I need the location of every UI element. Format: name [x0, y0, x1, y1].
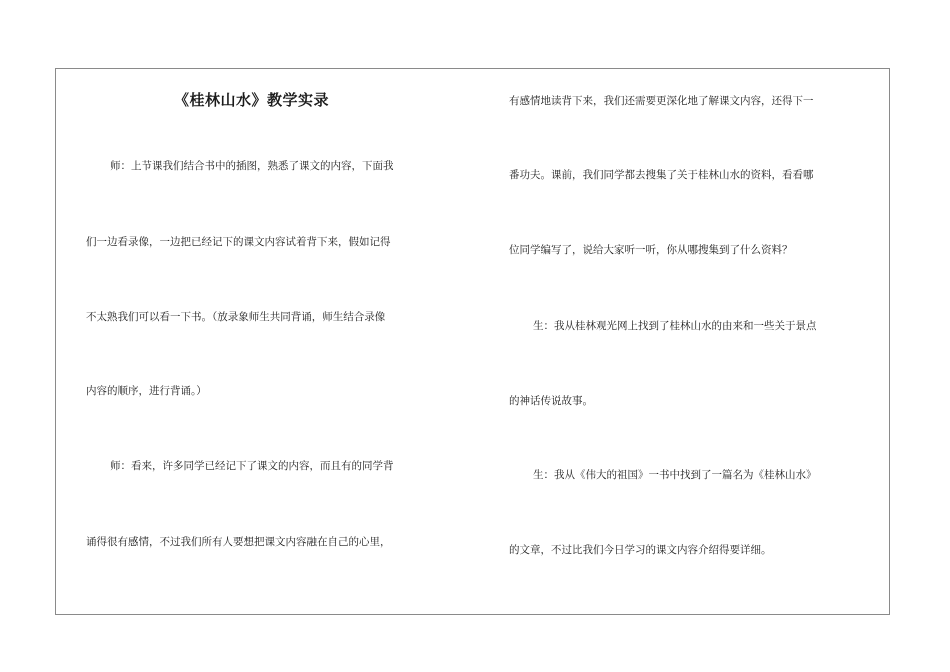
document-title: 《桂林山水》教学实录 — [173, 91, 329, 109]
text-line: 诵得很有感情，不过我们所有人要想把课文内容融在自己的心里， — [86, 536, 391, 548]
text-line: 有感情地读背下来，我们还需要更深化地了解课文内容，还得下一 — [509, 95, 814, 107]
page-border — [55, 68, 890, 615]
text-line: 生：我从《伟大的祖国》一书中找到了一篇名为《桂林山水》 — [533, 469, 817, 481]
text-line: 不太熟我们可以看一下书。（放录象师生共同背诵，师生结合录像 — [86, 311, 386, 323]
text-line: 师：上节课我们结合书中的插图，熟悉了课文的内容，下面我 — [110, 160, 394, 172]
text-line: 师：看来，许多同学已经记下了课文的内容，而且有的同学背 — [110, 460, 394, 472]
text-line: 内容的顺序，进行背诵。） — [86, 385, 207, 397]
text-line: 生：我从桂林观光网上找到了桂林山水的由来和一些关于景点 — [533, 320, 817, 332]
text-line: 们一边看录像，一边把已经记下的课文内容试着背下来，假如记得 — [86, 236, 391, 248]
text-line: 的文章，不过比我们今日学习的课文内容介绍得要详细。 — [509, 544, 772, 556]
text-line: 番功夫。课前，我们同学都去搜集了关于桂林山水的资料，看看哪 — [509, 169, 814, 181]
text-line: 的神话传说故事。 — [509, 395, 593, 407]
text-line: 位同学编写了，说给大家听一听，你从哪搜集到了什么资料？ — [509, 244, 793, 256]
